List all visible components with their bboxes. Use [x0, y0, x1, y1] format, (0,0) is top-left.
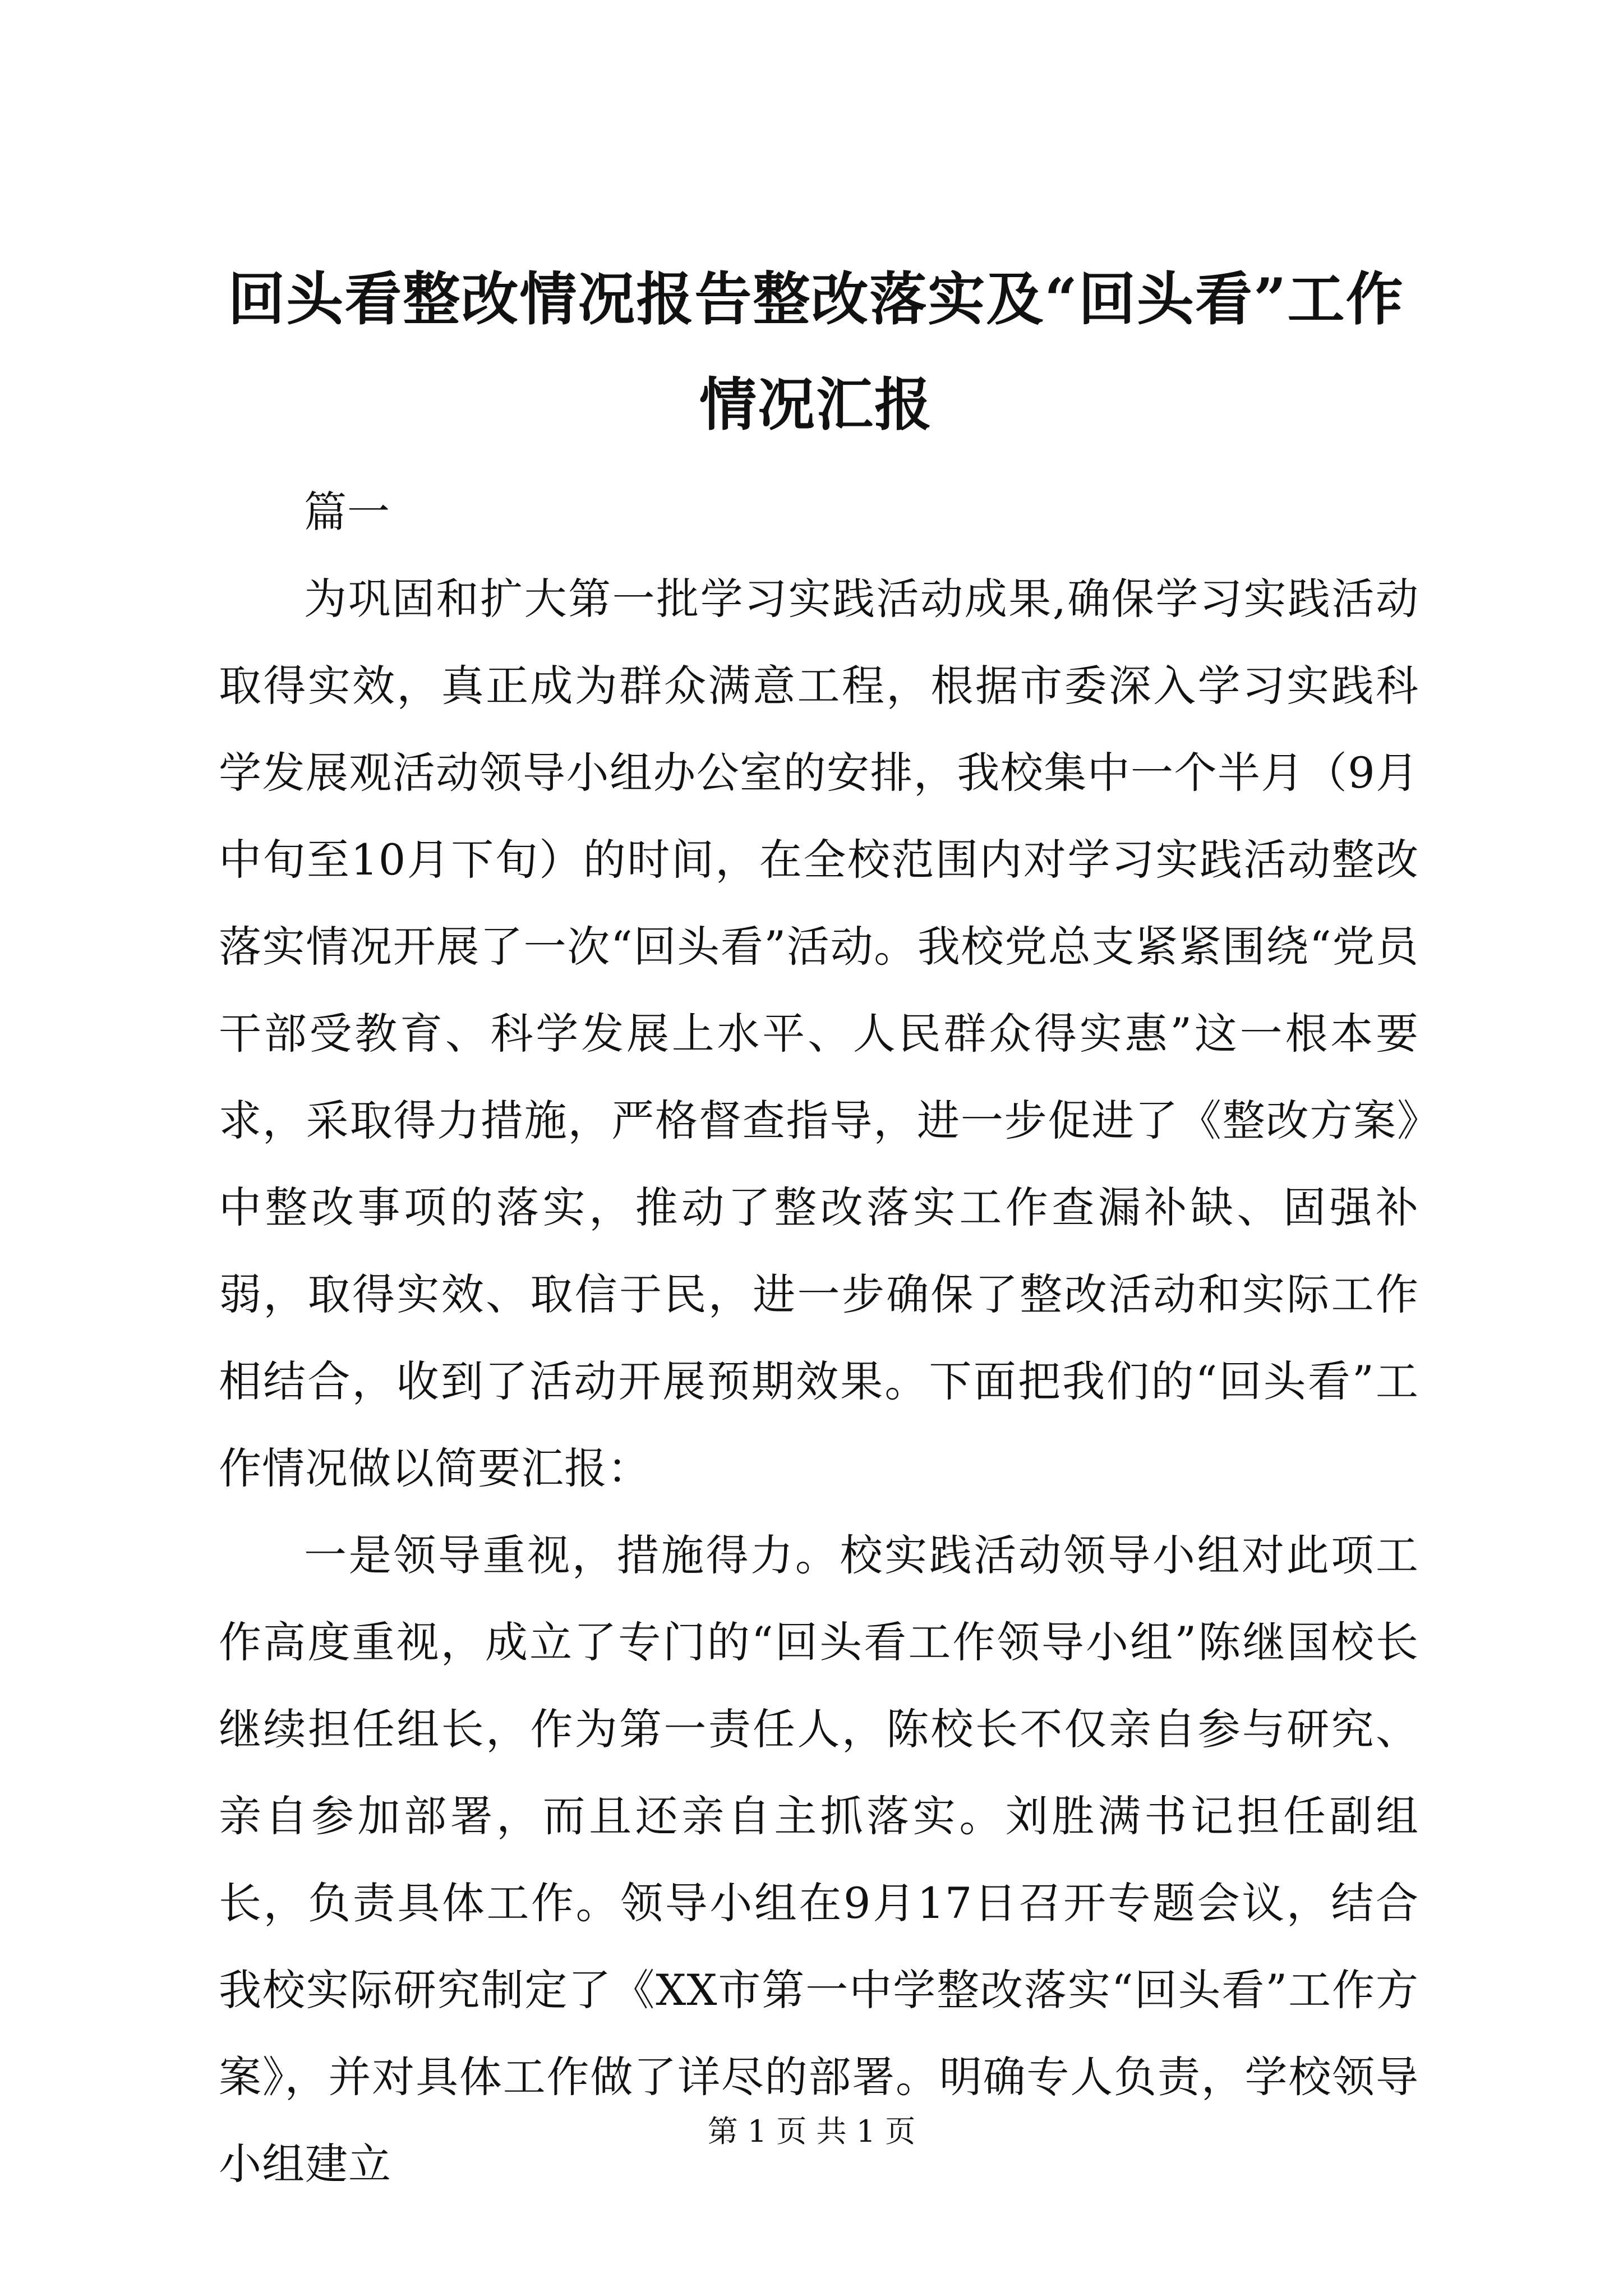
section-heading: 篇一	[304, 487, 390, 537]
body-paragraph: 一是领导重视，措施得力。校实践活动领导小组对此项工作高度重视，成立了专门的“回头看工作领导小组”陈继国校长继续担任组长，作为第一责任人，陈校长不仅亲自参与研究、亲自参加部署，而且还亲自主抓落实。刘胜满书记担任副组长，负责具体工作。领导小组在9月17日召开专题会议，结合我校实际研究制定了《XX市第一中学整改落实“回头看”工作方案》，并对具体工作做了详尽的部署。明确专人负责，学校领导小组建立	[219, 1530, 1419, 2189]
document-title: 回头看整改情况报告整改落实及“回头看”工作情况汇报	[228, 266, 1404, 439]
page-footer: 第 1 页 共 1 页	[707, 2114, 916, 2149]
document-body	[219, 468, 1419, 2207]
body-paragraph: 为巩固和扩大第一批学习实践活动成果,确保学习实践活动取得实效，真正成为群众满意工程，根据市委深入学习实践科学发展观活动领导小组办公室的安排，我校集中一个半月（9月中旬至10月下旬）的时间，在全校范围内对学习实践活动整改落实情况开展了一次“回头看”活动。我校党总支紧紧围绕“党员干部受教育、科学发展上水平、人民群众得实惠”这一根本要求，采取得力措施，严格督查指导，进一步促进了《整改方案》中整改事项的落实，推动了整改落实工作查漏补缺、固强补弱，取得实效、取信于民，进一步确保了整改活动和实际工作相结合，收到了活动开展预期效果。下面把我们的“回头看”工作情况做以简要汇报：	[219, 574, 1419, 1493]
